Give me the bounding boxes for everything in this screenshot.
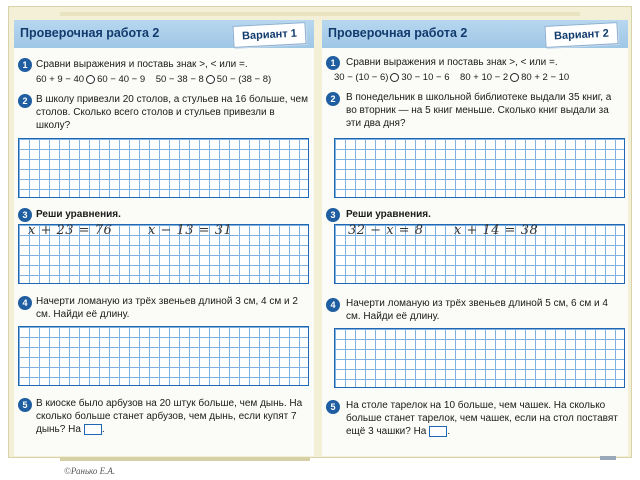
task-number: 2 — [18, 94, 32, 108]
compare-circle[interactable] — [86, 75, 95, 84]
task-1-text: Сравни выражения и поставь знак >, < или =. — [346, 57, 558, 68]
expr-c: 50 − 38 − 8 — [155, 74, 204, 85]
task-2-text: В школу привезли 20 столов, а стульев на 16 больше, чем столов. Сколько всего столов и стульев привезли в школу? — [36, 94, 308, 131]
task-5-body: На столе тарелок на 10 больше, чем чашек. На сколько больше станет тарелок, чем чашек, если на стол поставят ещё 3 чашки? На — [346, 400, 618, 437]
answer-box[interactable] — [84, 424, 102, 435]
task-2-text: В понедельник в школьной библиотеке выдали 35 книг, а во вторник — на 5 книг меньше. Сколько книг выдали за эти два дня? — [346, 92, 612, 129]
task-1-text: Сравни выражения и поставь знак >, < или =. — [36, 59, 248, 70]
author-credit: ©Ранько Е.А. — [64, 466, 116, 476]
task-3-text: Реши уравнения. — [36, 209, 121, 220]
footer-bar — [60, 458, 310, 461]
handwritten-equation: x − 13 = 31 — [148, 223, 233, 238]
expr-a: 60 + 9 − 40 — [36, 74, 85, 85]
task-5-text — [346, 399, 624, 438]
variant-label: Вариант 1 — [233, 22, 307, 48]
frame-top-strip — [60, 12, 580, 16]
task-5-tail: . — [101, 424, 105, 435]
expr-d: 50 − (38 − 8) — [216, 74, 272, 85]
task-5-body: В киоске было арбузов на 20 штук больше, чем дынь. На сколько больше станет арбузов, чем дынь, если купят 7 дынь? На — [36, 398, 303, 435]
task-5-text — [36, 397, 308, 436]
task-number: 2 — [326, 92, 340, 106]
handwritten-equation: 32 − x = 8 — [348, 223, 424, 238]
page-variant-2 — [322, 20, 628, 456]
task-number: 3 — [18, 208, 32, 222]
expr-c: 80 + 10 − 2 — [460, 72, 509, 83]
handwritten-equation: x + 14 = 38 — [454, 223, 539, 238]
task-number: 4 — [18, 296, 32, 310]
task-5-tail: . — [447, 426, 451, 437]
variant-label: Вариант 2 — [545, 22, 619, 48]
expr-a: 30 − (10 − 6) — [334, 72, 389, 83]
footer-bar — [600, 456, 616, 460]
task-4-text: Начерти ломаную из трёх звеньев длиной 3 см, 4 см и 2 см. Найди её длину. — [36, 296, 298, 320]
answer-grid[interactable] — [18, 326, 309, 386]
page-title: Проверочная работа 2 — [328, 26, 468, 40]
compare-circle[interactable] — [510, 73, 519, 82]
page-variant-1 — [14, 20, 314, 456]
handwritten-equation: x + 23 = 76 — [28, 223, 113, 238]
task-number: 1 — [18, 58, 32, 72]
task-1-expressions — [36, 74, 271, 85]
answer-box[interactable] — [429, 426, 447, 437]
expr-d: 80 + 2 − 10 — [521, 72, 570, 83]
compare-circle[interactable] — [390, 73, 399, 82]
expr-b: 30 − 10 − 6 — [401, 72, 450, 83]
task-number: 4 — [326, 298, 340, 312]
answer-grid[interactable] — [18, 138, 309, 198]
task-1-expressions — [334, 72, 569, 83]
task-number: 5 — [18, 398, 32, 412]
expr-b: 60 − 40 − 9 — [97, 74, 146, 85]
task-number: 3 — [326, 208, 340, 222]
task-number: 1 — [326, 56, 340, 70]
task-3-text: Реши уравнения. — [346, 209, 431, 220]
task-4-text: Начерти ломаную из трёх звеньев длиной 5 см, 6 см и 4 см. Найди её длину. — [346, 298, 608, 322]
answer-grid[interactable] — [334, 138, 625, 198]
answer-grid[interactable] — [334, 328, 625, 388]
task-number: 5 — [326, 400, 340, 414]
page-title: Проверочная работа 2 — [20, 26, 160, 40]
compare-circle[interactable] — [206, 75, 215, 84]
